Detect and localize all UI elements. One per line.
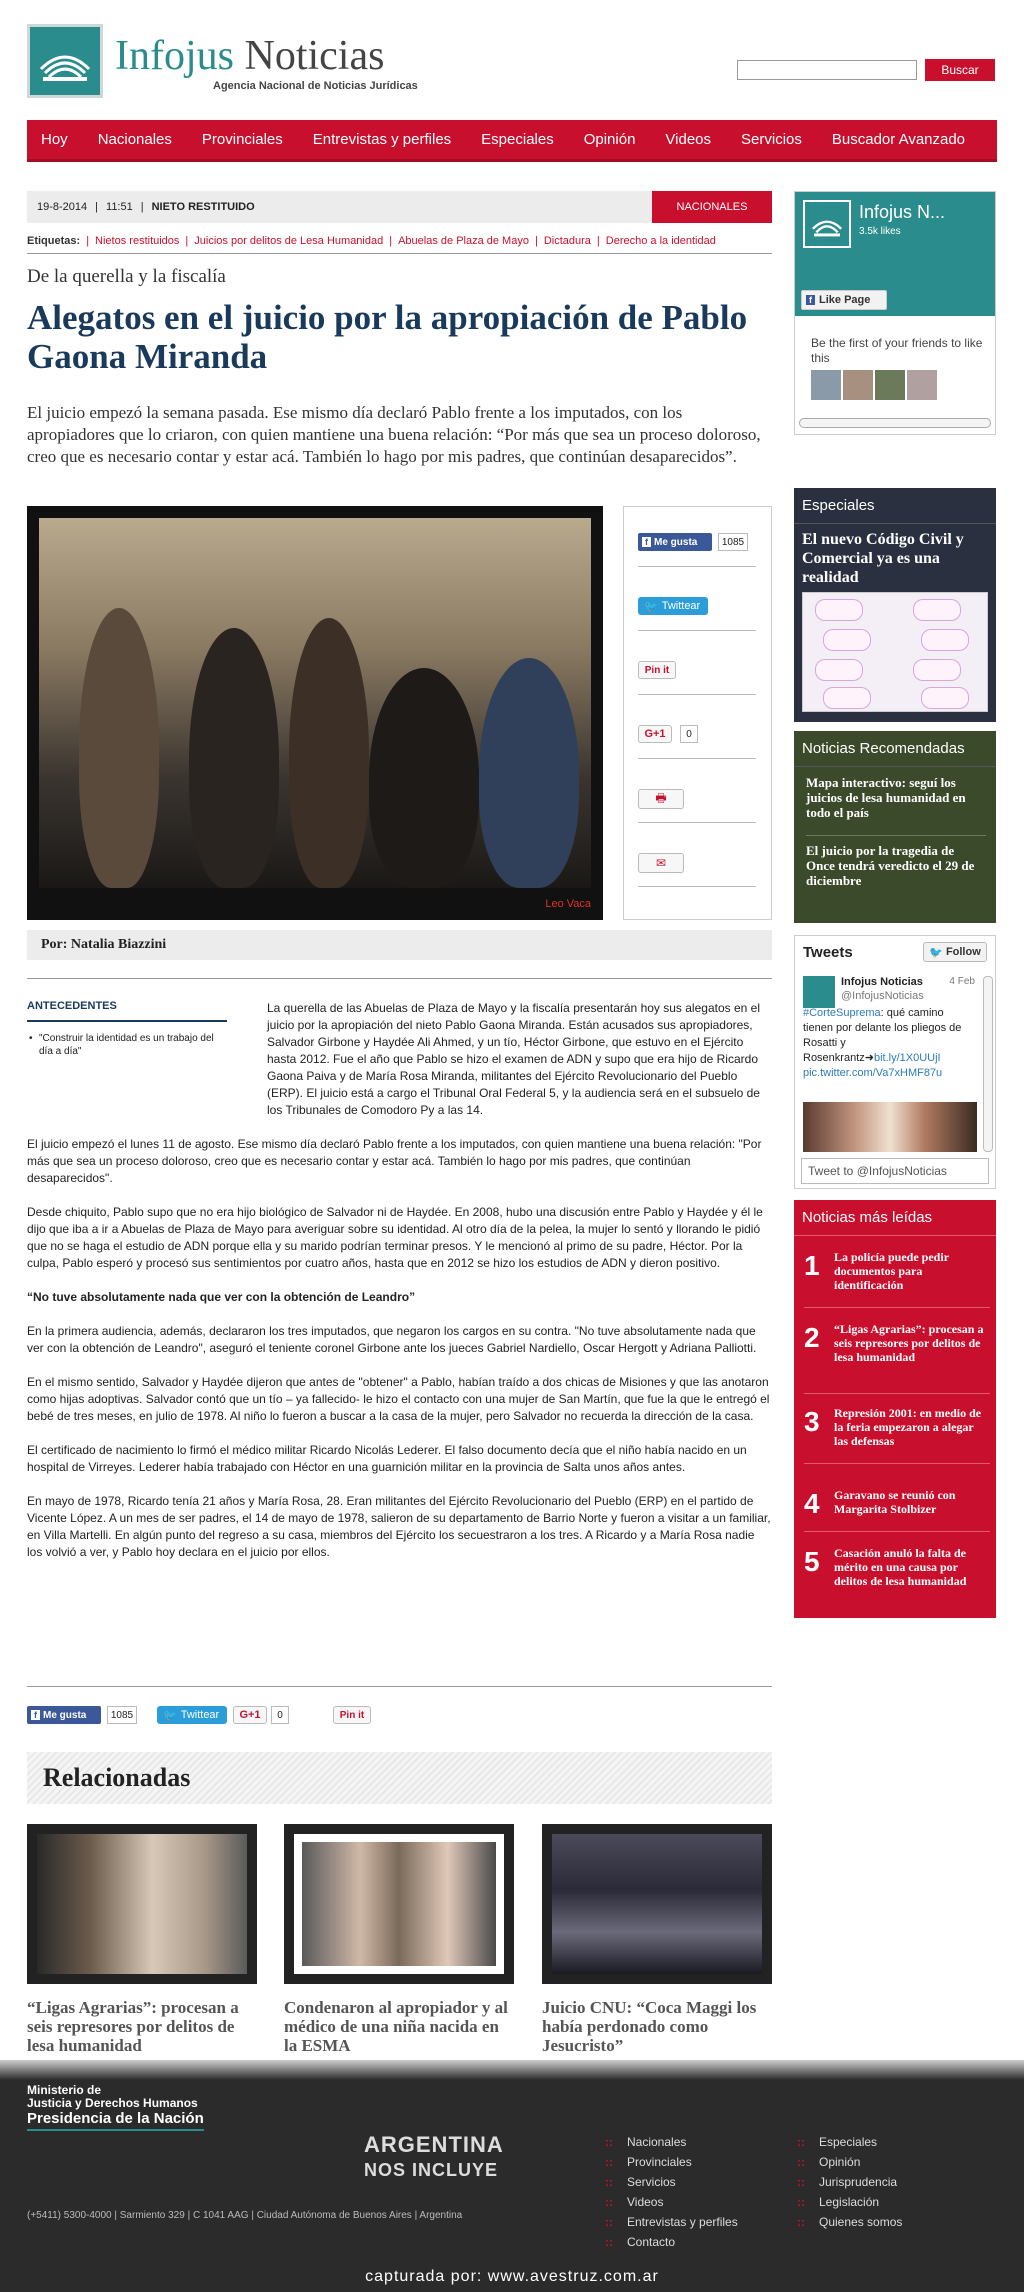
antecedentes-title: ANTECEDENTES <box>27 1000 227 1022</box>
nav-especiales[interactable]: Especiales <box>481 131 554 148</box>
nav-nacionales[interactable]: Nacionales <box>97 131 172 148</box>
recomendada-link[interactable]: Mapa interactivo: seguí los juicios de lesa humanidad en todo el país <box>806 775 966 820</box>
twitter-follow-button[interactable]: 🐦 Follow <box>923 942 987 962</box>
related-image <box>27 1824 257 1984</box>
hashtag-link[interactable]: #CorteSuprema <box>803 1007 881 1019</box>
footer-link[interactable]: :: Provinciales <box>605 2152 738 2172</box>
search-button[interactable]: Buscar <box>925 59 995 81</box>
facebook-like-button[interactable]: f Me gusta <box>638 533 712 551</box>
mail-icon: ✉ <box>655 856 667 870</box>
facebook-icon: f <box>642 537 651 547</box>
google-plus-count: 0 <box>271 1706 289 1724</box>
tweet-link[interactable]: pic.twitter.com/Va7xHMF87u <box>803 1067 943 1079</box>
footer-link[interactable]: :: Jurisprudencia <box>797 2172 902 2192</box>
facebook-like-count: 1085 <box>718 533 748 551</box>
paragraph: En la primera audiencia, además, declararon los tres imputados, que negaron los cargos en su contra. "No tuve absolutamente nada que ver con la obtención de Leandro", aseguró el teniente coronel Girbone ante los jueces Gabriel Nardiello, Oscar Hergott y Adriana Palliotti. <box>27 1324 757 1355</box>
tag-link[interactable]: Nietos restituidos <box>95 234 180 247</box>
footer-link[interactable]: :: Servicios <box>605 2172 738 2192</box>
paragraph: En el mismo sentido, Salvador y Haydée dijeron que antes de "obtener" a Pablo, habían traído a dos chicas de Misiones y que las anotaron como hijas adoptivas. Salvador contó que un tío – ya fallecido- le hizo el contacto con una mujer de San Martín, que fue la que le entregó el bebé de tres meses, en julio de 1978. Al niño lo fueron a buscar a la casa de la mujer, pero Salvador no recuerda la dirección de la casa. <box>27 1375 770 1423</box>
tweet-author[interactable]: Infojus Noticias <box>841 976 923 988</box>
especiales-box <box>794 488 996 722</box>
paragraph: El certificado de nacimiento lo firmó el médico militar Ricardo Nicolás Lederer. El falso documento decía que el niño había nacido en un hospital de Virreyes. Lederer había trabajado con Héctor en una guarnición militar en la provincia de Salta unos años antes. <box>27 1443 747 1474</box>
footer-link[interactable]: :: Contacto <box>605 2232 738 2252</box>
site-tagline: Agencia Nacional de Noticias Jurídicas <box>213 80 418 92</box>
article-time: 11:51 <box>106 201 133 213</box>
mas-leidas-title: Noticias más leídas <box>794 1200 996 1236</box>
footer-link[interactable]: :: Opinión <box>797 2152 902 2172</box>
argentina-logo-line2[interactable]: NOS INCLUYE <box>364 2160 499 2180</box>
article-date: 19-8-2014 <box>37 201 88 213</box>
printer-icon: 🖶 <box>655 790 667 805</box>
search-input[interactable] <box>737 60 917 80</box>
footer-links-col1 <box>605 2132 738 2252</box>
paragraph: El juicio empezó el lunes 11 de agosto. Ese mismo día declaró Pablo frente a los imputados, con quien mantiene una buena relación: "Por más que sea un proceso doloroso, creo que es necesario contar y estar acá. También lo hago por mis padres, que continúan desaparecidos". <box>27 1137 762 1185</box>
horizontal-scrollbar[interactable] <box>799 418 991 428</box>
tags-bar: Etiquetas: | Nietos restituidos | Juicios por delitos de Lesa Humanidad | Abuelas de Plaza de Mayo | Dictadura | Derecho a la identidad <box>27 228 772 254</box>
nav-servicios[interactable]: Servicios <box>741 131 802 148</box>
divider <box>27 1686 772 1687</box>
nav-videos[interactable]: Videos <box>665 131 712 148</box>
pinterest-button[interactable]: Pin it <box>333 1706 371 1724</box>
bottom-share-bar <box>27 1706 772 1730</box>
article-meta-bar: 19-8-2014 | 11:51 | NIETO RESTITUIDO NACIONALES <box>27 191 772 223</box>
facebook-cover[interactable] <box>795 192 995 316</box>
nav-entrevistas[interactable]: Entrevistas y perfiles <box>312 131 452 148</box>
article-kicker: De la querella y la fiscalía <box>27 266 226 287</box>
mas-leida-item[interactable]: 5 Casación anuló la falta de mérito en una causa por delitos de lesa humanidad <box>804 1546 967 1588</box>
recomendadas-box <box>794 731 996 923</box>
footer-link[interactable]: :: Quienes somos <box>797 2212 902 2232</box>
site-name[interactable]: Infojus Noticias <box>115 33 385 79</box>
article-photo[interactable] <box>27 506 603 920</box>
book-icon <box>37 39 93 83</box>
avatar[interactable] <box>803 976 835 1008</box>
facebook-friends-text: Be the first of your friends to like this <box>811 336 983 365</box>
section-badge[interactable]: NACIONALES <box>652 191 772 223</box>
article-section: NIETO RESTITUIDO <box>151 201 255 213</box>
mas-leida-item[interactable]: 1 La policía puede pedir documentos para identificación <box>804 1248 990 1308</box>
tweet-image[interactable] <box>803 1102 977 1152</box>
footer-address: (+5411) 5300-4000 | Sarmiento 329 | C 1041 AAG | Ciudad Autónoma de Buenos Aires | Argentina <box>27 2210 463 2221</box>
tweet-to-input[interactable]: Tweet to @InfojusNoticias <box>801 1158 989 1184</box>
tag-link[interactable]: Dictadura <box>543 234 591 247</box>
footer-link[interactable]: :: Entrevistas y perfiles <box>605 2212 738 2232</box>
tag-link[interactable]: Juicios por delitos de Lesa Humanidad <box>194 234 384 247</box>
nav-provinciales[interactable]: Provinciales <box>201 131 283 148</box>
mas-leida-item[interactable]: 4 Garavano se reunió con Margarita Stolbizer <box>804 1486 990 1532</box>
tag-link[interactable]: Derecho a la identidad <box>605 234 716 247</box>
site-logo[interactable] <box>27 24 103 98</box>
ministry-name[interactable]: Ministerio de Justicia y Derechos Humanos <box>27 2083 198 2110</box>
photo-image <box>39 518 591 888</box>
footer-link[interactable]: :: Legislación <box>797 2192 902 2212</box>
recomendadas-title: Noticias Recomendadas <box>794 731 996 767</box>
facebook-like-count: 1085 <box>107 1706 137 1724</box>
recomendada-link[interactable]: El juicio por la tragedia de Once tendrá veredicto el 29 de diciembre <box>806 843 975 888</box>
twitter-widget <box>794 935 996 1189</box>
footer-links-col2 <box>797 2132 902 2232</box>
pinterest-button[interactable]: Pin it <box>638 661 676 679</box>
article-byline: Por: Natalia Biazzini <box>27 930 772 960</box>
paragraph: La querella de las Abuelas de Plaza de Mayo y la fiscalía presentarán hoy sus alegatos en el juicio por la apropiación del nieto Pablo Gaona Miranda. Están acusados sus apropiadores, Salvador Girbone y Haydée Ali Ahmed, y un tío, Héctor Girbone, que estuvo en el Ejército hasta 2012. Fue el año que Pablo se hizo el examen de ADN y supo que era hijo de Ricardo Gaona Paiva y de María Rosa Miranda, militantes del Ejército Revolucionario del Pueblo (ERP). El juicio está a cargo el Tribunal Oral Federal 5, y la audiencia será en el subsuelo de los Tribunales de Comodoro Py a las 14. <box>267 1001 760 1117</box>
related-image <box>542 1824 772 1984</box>
vertical-scrollbar[interactable] <box>983 976 993 1152</box>
footer-link[interactable]: :: Especiales <box>797 2132 902 2152</box>
twitter-icon: 🐦 <box>929 946 943 959</box>
book-icon <box>803 200 851 248</box>
argentina-logo-line1[interactable]: ARGENTINA <box>364 2132 504 2157</box>
presidency-name[interactable]: Presidencia de la Nación <box>27 2110 204 2131</box>
twitter-icon: 🐦 <box>163 1709 177 1722</box>
twitter-icon: 🐦 <box>644 600 658 613</box>
tweet-link[interactable]: bit.ly/1X0UUjI <box>873 1052 941 1064</box>
mas-leida-item[interactable]: 3 Represión 2001: en medio de la feria empezaron a alegar las defensas <box>804 1404 990 1464</box>
related-item[interactable] <box>27 1824 257 2055</box>
google-plus-count: 0 <box>680 725 698 743</box>
footer-link[interactable]: :: Videos <box>605 2192 738 2212</box>
nav-opinion[interactable]: Opinión <box>583 131 636 148</box>
like-page-button[interactable]: f Like Page <box>801 290 887 310</box>
related-title: Relacionadas <box>27 1752 772 1804</box>
related-headline: Juicio CNU: “Coca Maggi los había perdonado como Jesucristo” <box>542 1998 757 2055</box>
related-image <box>284 1824 514 1984</box>
main-nav <box>27 120 997 162</box>
article-lead: El juicio empezó la semana pasada. Ese mismo día declaró Pablo frente a los imputados, con los apropiadores que lo criaron, con quien mantiene una buena relación: “Por más que sea un proceso doloroso, creo que es necesario contar y estar acá. También lo hago por mis padres, que continúan desaparecidos”. <box>27 403 761 466</box>
tag-link[interactable]: Abuelas de Plaza de Mayo <box>398 234 529 247</box>
google-plus-button[interactable]: G+1 <box>638 725 672 743</box>
divider <box>27 978 772 979</box>
especiales-image[interactable] <box>802 592 988 712</box>
subheading: “No tuve absolutamente nada que ver con la obtención de Leandro” <box>27 1290 416 1304</box>
related-item[interactable] <box>284 1824 514 2055</box>
capture-credit: capturada por: www.avestruz.com.ar <box>365 2268 659 2285</box>
article-body <box>27 1000 772 1578</box>
photo-credit: Leo Vaca <box>545 898 591 910</box>
article-title: Alegatos en el juicio por la apropiación de Pablo Gaona Miranda <box>27 298 748 376</box>
related-headline: Condenaron al apropiador y al médico de una niña nacida en la ESMA <box>284 1998 508 2055</box>
especiales-headline[interactable]: El nuevo Código Civil y Comercial ya es una realidad <box>802 531 964 586</box>
facebook-icon: f <box>806 295 815 305</box>
tweet-handle: @InfojusNoticias <box>841 990 924 1002</box>
mas-leida-item[interactable]: 2 “Ligas Agrarias”: procesan a seis represores por delitos de lesa humanidad <box>804 1320 990 1394</box>
especiales-title: Especiales <box>794 488 996 524</box>
tweets-title: Tweets <box>803 944 853 961</box>
facebook-page-likes: 3.5k likes <box>859 226 901 237</box>
share-column <box>623 506 772 920</box>
facebook-icon: f <box>31 1710 40 1720</box>
related-item[interactable] <box>542 1824 772 2055</box>
paragraph: En mayo de 1978, Ricardo tenía 21 años y María Rosa, 28. Eran militantes del Ejército Revolucionario del Pueblo (ERP) en el partido de Vicente López. A un mes de ser padres, el 14 de mayo de 1978, salieron de su departamento de Barrio Norte y fueron a visitar a un familiar, en Villa Martelli. En algún punto del regreso a su casa, miembros del Ejército los secuestraron a los tres. A Ricardo y a María Rosa nadie los volvió a ver, y Pablo hoy declara en el juicio por ellos. <box>27 1494 771 1559</box>
antecedentes-box <box>27 1000 227 1058</box>
tags-label: Etiquetas: <box>27 234 81 247</box>
nav-buscador-avanzado[interactable]: Buscador Avanzado <box>831 131 966 148</box>
facebook-page-name: Infojus N... <box>859 202 946 222</box>
twitter-share-button[interactable]: 🐦 Twittear <box>638 597 708 615</box>
google-plus-button[interactable]: G+1 <box>233 1706 267 1724</box>
email-button[interactable] <box>638 853 684 873</box>
antecedentes-link[interactable]: • "Construir la identidad es un trabajo del día a día" <box>27 1032 227 1058</box>
related-headline: “Ligas Agrarias”: procesan a seis represores por delitos de lesa humanidad <box>27 1998 239 2055</box>
facebook-page-widget <box>794 191 996 435</box>
footer-link[interactable]: :: Nacionales <box>605 2132 738 2152</box>
print-button[interactable] <box>638 789 684 809</box>
facebook-like-button[interactable]: f Me gusta <box>27 1706 101 1724</box>
nav-hoy[interactable]: Hoy <box>41 131 68 148</box>
tweet-text: #CorteSuprema: qué camino tienen por delante los pliegos de Rosatti y Rosenkrantz➜bit.ly/1X0UUjI pic.twitter.com/Va7xHMF87u <box>803 1007 962 1079</box>
tweet-date: 4 Feb <box>949 976 975 987</box>
mas-leidas-box <box>794 1200 996 1618</box>
paragraph: Desde chiquito, Pablo supo que no era hijo biológico de Salvador ni de Haydée. En 2008, hubo una discusión entre Pablo y Haydée y él le dijo que iba a ir a Abuelas de Plaza de Mayo para averiguar sobre su identidad. Al otro día de la pelea, la mujer lo sentó y llorando le pidió que no se haga el estudio de ADN porque ella y su marido podrían terminar presos. Y le mencionó al primo de su padre, Héctor. Por la culpa, Pablo esperó y procesó sus sentimientos por cuatro años, hasta que en 2012 se hizo los estudios de ADN y dieron positivo. <box>27 1205 763 1270</box>
site-header <box>27 24 997 104</box>
friend-thumbnails <box>811 370 937 400</box>
twitter-share-button[interactable]: 🐦 Twittear <box>157 1706 227 1724</box>
